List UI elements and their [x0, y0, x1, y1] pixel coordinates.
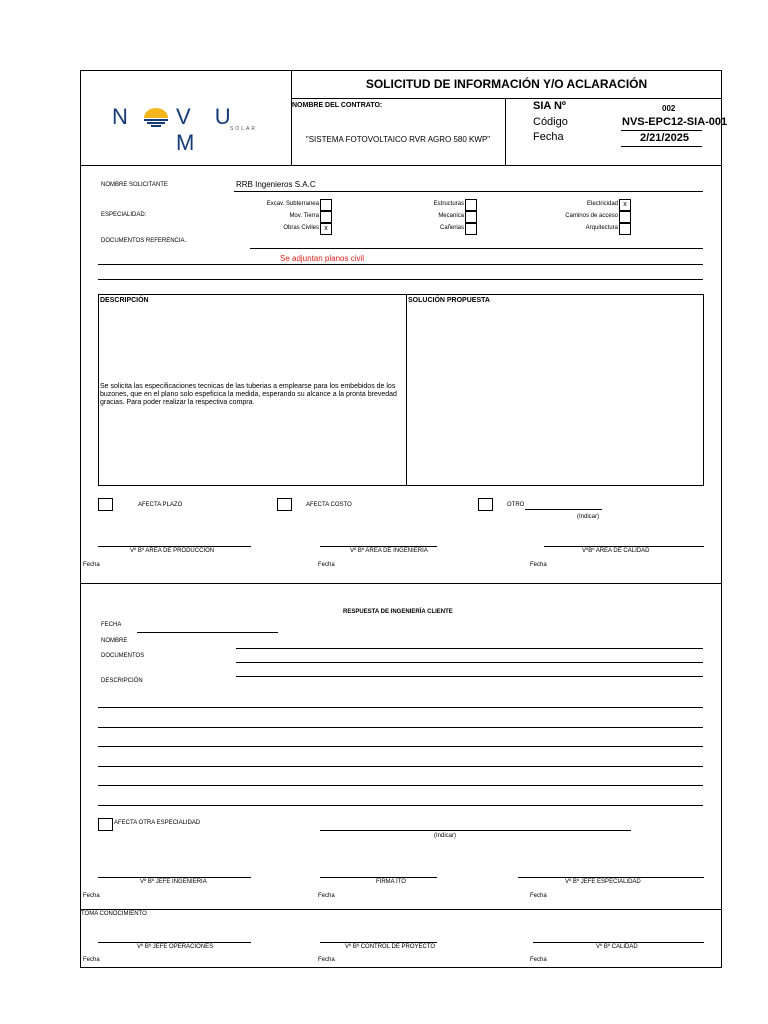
section-divider	[80, 583, 722, 584]
toma-divider	[80, 909, 722, 910]
solicitante-value: RRB Ingenieros S.A.C	[236, 180, 316, 189]
specialty-label-mecanica: Mecanica	[438, 213, 464, 219]
specialty-label-arquitectura: Arquitectura	[585, 225, 618, 231]
afecta-otra-checkbox[interactable]	[98, 818, 113, 831]
toma-control-proyecto-fecha: Fecha	[318, 957, 335, 963]
sia-value: 002	[662, 104, 676, 113]
response-indicar: (Indicar)	[434, 833, 457, 839]
otro-checkbox[interactable]	[478, 498, 493, 511]
fecha-value: 2/21/2025	[640, 132, 689, 144]
otro-line[interactable]	[525, 509, 602, 510]
form-title: SOLICITUD DE INFORMACIÓN Y/O ACLARACIÓN	[365, 77, 648, 91]
approval-jefe-especialidad: Vº Bº JEFE ESPECIALIDAD	[565, 879, 641, 885]
afecta-costo-checkbox[interactable]	[277, 498, 292, 511]
toma-calidad-fecha: Fecha	[530, 957, 547, 963]
toma-label: TOMA CONOCIMIENTO	[81, 911, 147, 917]
approval-ingenieria-fecha: Fecha	[318, 562, 335, 568]
description-label: DESCRIPCIÓN	[100, 297, 149, 304]
response-fecha-line[interactable]	[137, 632, 278, 633]
fecha-label: Fecha	[533, 131, 564, 143]
logo-subtitle: SOLAR	[230, 126, 257, 132]
approval-ingenieria: Vº Bº AREA DE INGENIERIA	[350, 548, 428, 554]
response-nombre-label: NOMBRE	[101, 638, 128, 644]
specialty-label-excav: Excav. Subterranea	[266, 201, 319, 207]
approval-calidad: VºBº AREA DE CALIDAD	[582, 548, 650, 554]
response-fecha-label: FECHA	[101, 622, 122, 628]
toma-operaciones: Vº Bº JEFE OPERACIONES	[137, 944, 214, 950]
response-descripcion-label: DESCRIPCIÓN	[101, 678, 143, 684]
afecta-plazo-checkbox[interactable]	[98, 498, 113, 511]
approval-produccion: Vº Bº AREA DE PRODUCCION	[130, 548, 215, 554]
afecta-costo-label: AFECTA COSTO	[306, 502, 352, 508]
specialty-label-canerias: Cañerias	[439, 225, 464, 231]
specialty-label-obrasciviles: Obras Civiles	[283, 225, 319, 231]
codigo-value: NVS-EPC12-SIA-001	[622, 116, 728, 128]
toma-operaciones-fecha: Fecha	[83, 957, 100, 963]
checkbox-arquitectura[interactable]	[619, 223, 631, 235]
especialidad-label: ESPECIALIDAD:	[101, 212, 147, 218]
approval-produccion-fecha: Fecha	[83, 562, 100, 568]
checkbox-canerias[interactable]	[465, 223, 477, 235]
response-documentos-label: DOCUMENTOS	[101, 653, 145, 659]
checkbox-caminos[interactable]	[619, 211, 631, 223]
checkbox-mecanica[interactable]	[465, 211, 477, 223]
approval-firma-ito-fecha: Fecha	[318, 893, 335, 899]
header-title-rule	[291, 98, 722, 99]
description-text[interactable]: Se solicita las especificaciones tecnicas de las tuberias a emplearse para los embebidos de los buzones, que en el plano solo espeficica la medida, esperando su alcance a la pronta brevedad gracias. Para poder realizar la respectiva compra.	[100, 383, 397, 406]
checkbox-electricidad[interactable]: x	[619, 199, 631, 211]
otro-indicar: (Indicar)	[577, 514, 600, 520]
solution-label: SOLUCIÓN PROPUESTA	[408, 297, 490, 304]
approval-firma-ito: FIRMA ITO	[376, 879, 406, 885]
logo-letter-n: N	[112, 104, 134, 129]
codigo-label: Código	[533, 116, 568, 128]
specialty-label-estructuras: Estructuras	[433, 201, 464, 207]
solicitante-label: NOMBRE SOLICITANTE	[101, 182, 168, 188]
checkbox-obrasciviles[interactable]: x	[320, 223, 332, 235]
contract-label: NOMBRE DEL CONTRATO:	[292, 102, 383, 109]
response-title: RESPUESTA DE INGENIERÍA CLIENTE	[343, 609, 453, 615]
afecta-plazo-label: AFECTA PLAZO	[138, 502, 183, 508]
logo-letters-vum: V U M	[176, 104, 240, 155]
otro-label: OTRO	[507, 502, 525, 508]
specialty-label-electricidad: Electricidad	[586, 201, 618, 207]
novum-logo	[112, 104, 262, 155]
approval-jefe-especialidad-fecha: Fecha	[530, 893, 547, 899]
approval-jefe-ingenieria: Vº Bº JEFE INGENIERIA	[140, 879, 207, 885]
toma-control-proyecto: Vº Bº CONTROL DE PROYECTO	[345, 944, 436, 950]
contract-value: "SISTEMA FOTOVOLTAICO RVR AGRO 580 KWP"	[305, 135, 491, 144]
checkbox-movtierra[interactable]	[320, 211, 332, 223]
documentos-label: DOCUMENTOS REFERENCIA.	[101, 238, 187, 244]
sia-label: SIA Nº	[533, 100, 566, 112]
sun-icon	[142, 106, 170, 128]
documentos-value: Se adjuntan planos civil	[280, 254, 365, 263]
header-divider-2	[505, 98, 506, 165]
specialty-label-caminos: Caminos de acceso	[565, 213, 618, 219]
specialty-label-movtierra: Mov. Tierra	[289, 213, 319, 219]
header-bottom-rule	[80, 165, 722, 166]
toma-calidad: Vº Bº CALIDAD	[596, 944, 638, 950]
approval-calidad-fecha: Fecha	[530, 562, 547, 568]
afecta-otra-label: AFECTA OTRA ESPECIALIDAD	[114, 820, 201, 826]
approval-jefe-ingenieria-fecha: Fecha	[83, 893, 100, 899]
checkbox-estructuras[interactable]	[465, 199, 477, 211]
checkbox-excav[interactable]	[320, 199, 332, 211]
